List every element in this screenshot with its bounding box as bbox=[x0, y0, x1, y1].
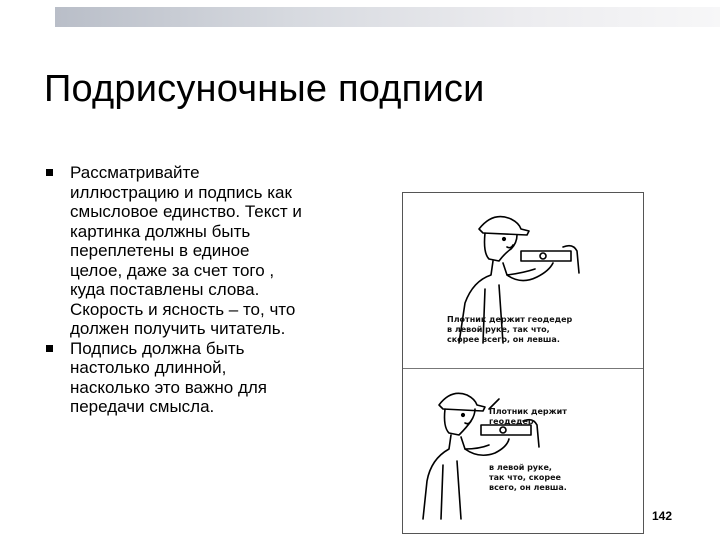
bullet-text: Рассматривайте иллюстрацию и подпись как смысловое единство. Текст и картинка должны быть переплетены в единое целое, даже за счет того , куда поставлены слова. Скорость и ясность – то, что должен получить читатель. bbox=[70, 163, 302, 338]
decorative-square bbox=[31, 18, 48, 35]
decorative-square bbox=[38, 3, 51, 16]
figure-caption-bottom-b: в левой руке, так что, скорее всего, он левша. bbox=[489, 463, 567, 492]
figure-caption-bottom-a: Плотник держит геодедер bbox=[489, 407, 567, 426]
bullet-item bbox=[44, 339, 364, 417]
carpenter-drawing-bottom bbox=[403, 369, 643, 534]
carpenter-illustration bbox=[402, 192, 644, 534]
figure-caption-top: Плотник держит геодедер в левой руке, так что, скорее всего, он левша. bbox=[447, 315, 573, 344]
bullet-item bbox=[44, 163, 364, 339]
decorative-square bbox=[8, 22, 21, 35]
bullet-text: Подпись должна быть настолько длинной, насколько это важно для передачи смысла. bbox=[70, 338, 267, 416]
slide-title: Подрисуночные подписи bbox=[44, 68, 485, 110]
page-number: 142 bbox=[652, 509, 673, 523]
decorative-header bbox=[0, 0, 720, 48]
header-gradient-bar bbox=[55, 7, 720, 27]
bullet-marker-icon bbox=[46, 345, 53, 352]
bullet-list bbox=[44, 163, 364, 417]
decorative-square bbox=[13, 2, 30, 19]
bullet-marker-icon bbox=[46, 169, 53, 176]
